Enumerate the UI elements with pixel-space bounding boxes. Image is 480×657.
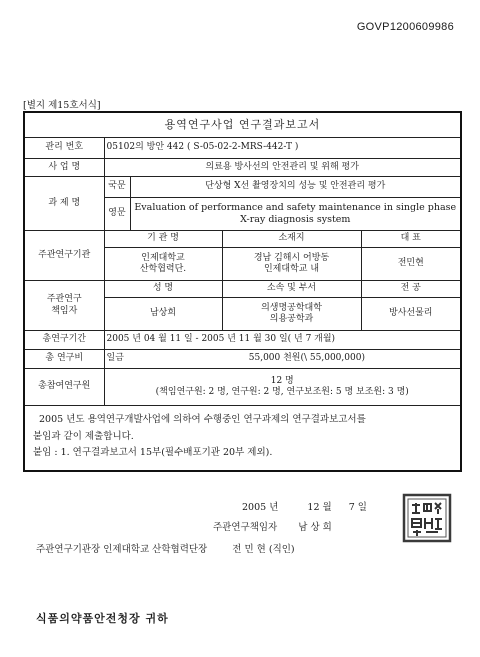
report-title: 용역연구사업 연구결과보고서 — [24, 112, 461, 138]
english-title-value: Evaluation of performance and safety maintenance in single phase X-ray diagnosis system — [130, 198, 461, 231]
pi-signature-line — [213, 519, 332, 533]
pi-affiliation-value: 의생명공학대학 의용공학과 — [222, 298, 361, 331]
principal-investigator-label: 주관연구 책임자 — [24, 281, 104, 331]
host-institution-label: 주관연구기관 — [24, 231, 104, 281]
statement-line-1: 2005 년도 용역연구개발사업에 의하여 수행중인 연구과제의 연구결과보고서를 — [39, 414, 366, 425]
report-form-table — [23, 111, 462, 472]
pi-col-affiliation: 소속 및 부서 — [222, 281, 361, 298]
host-col-location: 소재지 — [222, 231, 361, 248]
host-location-value: 경남 김해시 어방동 인제대학교 내 — [222, 248, 361, 281]
cost-unit: 일금 — [106, 353, 124, 364]
head-seal-mark: (직인) — [268, 544, 295, 555]
date-month: 12 월 — [307, 502, 332, 513]
host-representative-value: 전민현 — [361, 248, 461, 281]
official-seal-icon — [402, 493, 452, 543]
pi-col-name: 성 명 — [104, 281, 222, 298]
research-cost-label: 총 연구비 — [24, 350, 104, 369]
participants-detail: (책임연구원: 2 명, 연구원: 2 명, 연구보조원: 5 명 보조원: 3 명) — [155, 387, 409, 397]
english-title-label: 영문 — [104, 198, 130, 231]
host-col-name: 기 관 명 — [104, 231, 222, 248]
submission-statement — [24, 406, 461, 471]
research-period-label: 총연구기간 — [24, 331, 104, 350]
mgmt-number-label: 관리 번호 — [24, 138, 104, 159]
attachment-note: 붙임 : 1. 연구결과보고서 15부(필수배포기관 20부 제외). — [33, 447, 273, 459]
date-year: 2005 년 — [242, 502, 279, 513]
korean-title-label: 국문 — [104, 177, 130, 198]
pi-major-value: 방사선물리 — [361, 298, 461, 331]
head-role: 주관연구기관장 인제대학교 산학협력단장 — [36, 544, 208, 555]
research-cost-row — [104, 350, 461, 369]
document-id: GOVP1200609986 — [356, 21, 454, 33]
pi-signature-name: 남 상 희 — [298, 522, 332, 533]
participants-cell — [104, 369, 461, 406]
pi-role: 주관연구책임자 — [213, 522, 278, 533]
cost-value: 55,000 천원(\ 55,000,000) — [248, 353, 365, 364]
pi-col-major: 전 공 — [361, 281, 461, 298]
statement-line-2: 붙임과 같이 제출합니다. — [33, 430, 134, 442]
head-signature-name: 전 민 현 — [232, 544, 266, 555]
form-number: [별지 제15호서식] — [23, 100, 101, 111]
mgmt-number-value: 05102의 방안 442 ( S-05-02-2-MRS-442-T ) — [104, 138, 461, 159]
korean-title-value: 단상형 X선 촬영장치의 성능 및 안전관리 평가 — [130, 177, 461, 198]
business-name-label: 사 업 명 — [24, 159, 104, 177]
participants-label: 총참여연구원 — [24, 369, 104, 406]
submission-date — [242, 499, 367, 513]
project-title-label: 과 제 명 — [24, 177, 104, 231]
host-col-representative: 대 표 — [361, 231, 461, 248]
head-signature-line — [36, 541, 295, 555]
host-name-value: 인제대학교 산학협력단. — [104, 248, 222, 281]
pi-name-value: 남상희 — [104, 298, 222, 331]
recipient: 식품의약품안전청장 귀하 — [36, 612, 169, 625]
research-period-value: 2005 년 04 월 11 일 - 2005 년 11 월 30 일( 년 7 개월) — [104, 331, 461, 350]
date-day: 7 일 — [348, 502, 367, 513]
business-name-value: 의료용 방사선의 안전관리 및 위해 평가 — [104, 159, 461, 177]
participants-total: 12 명 — [270, 375, 294, 386]
